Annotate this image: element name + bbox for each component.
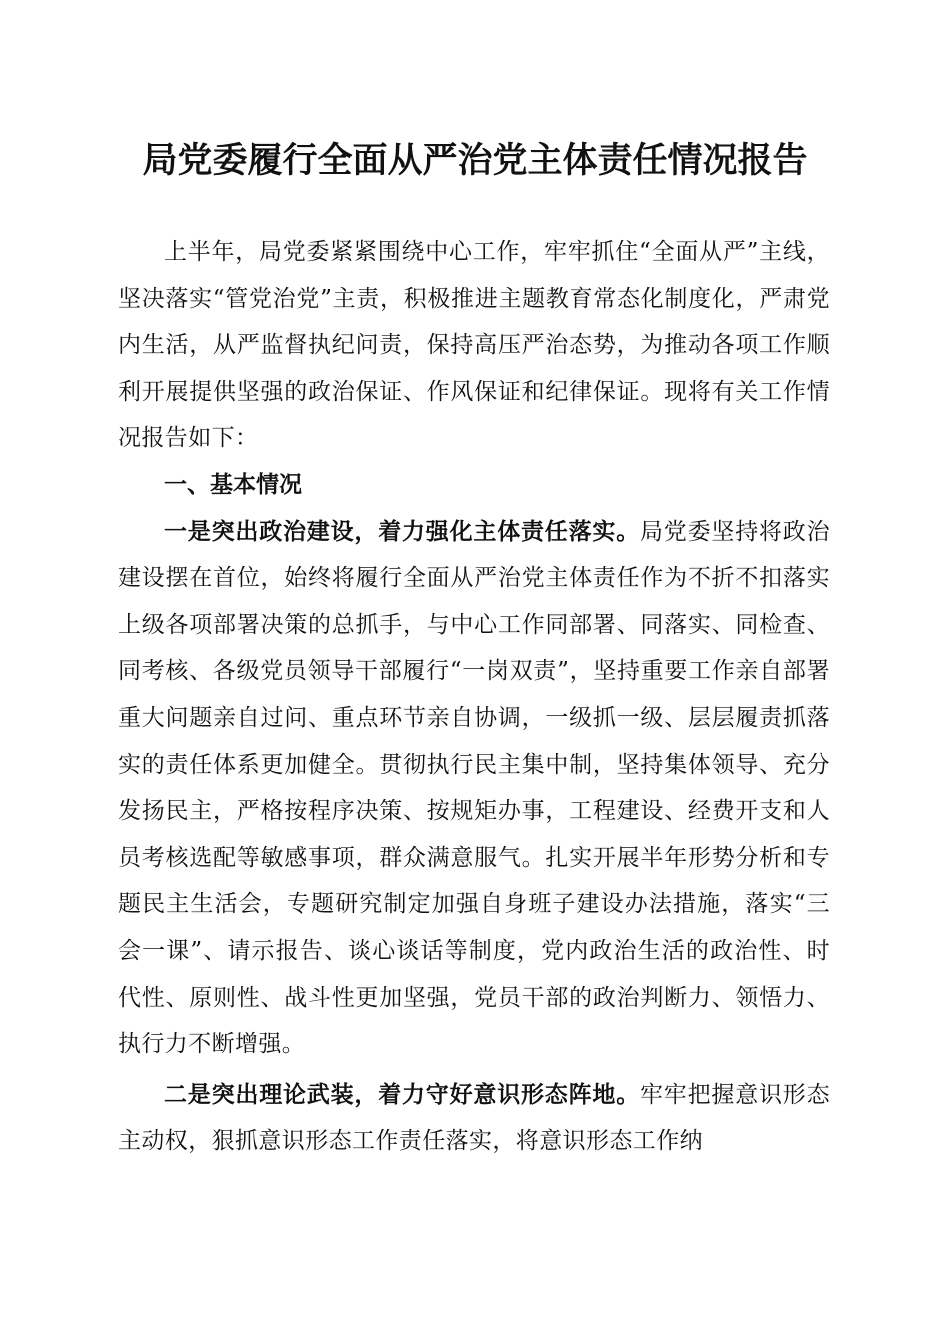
document-body	[118, 229, 830, 1165]
document-title: 局党委履行全面从严治党主体责任情况报告	[142, 140, 808, 181]
item-one-lead: 一是突出政治建设，着力强化主体责任落实。	[164, 517, 640, 545]
item-two-paragraph	[118, 1072, 830, 1165]
item-two-lead: 二是突出理论武装，着力守好意识形态阵地。	[164, 1080, 640, 1108]
item-two-body: 牢牢把握意识形态主动权，狠抓意识形态工作责任落实，将意识形态工作纳	[118, 1081, 830, 1155]
item-one-body: 局党委坚持将政治建设摆在首位，始终将履行全面从严治党主体责任作为不折不扣落实上级各项部署决策的总抓手，与中心工作同部署、同落实、同检查、同考核、各级党员领导干部履行“一岗双责”，坚持重要工作亲自部署重大问题亲自过问、重点环节亲自协调，一级抓一级、层层履责抓落实的责任体系更加健全。贯彻执行民主集中制，坚持集体领导、充分发扬民主，严格按程序决策、按规矩办事，工程建设、经费开支和人员考核选配等敏感事项，群众满意服气。扎实开展半年形势分析和专题民主生活会，专题研究制定加强自身班子建设办法措施，落实“三会一课”、请示报告、谈心谈话等制度，党内政治生活的政治性、时代性、原则性、战斗性更加坚强，党员干部的政治判断力、领悟力、执行力不断增强。	[118, 518, 830, 1058]
intro-paragraph: 上半年，局党委紧紧围绕中心工作，牢牢抓住“全面从严”主线，坚决落实“管党治党”主责，积极推进主题教育常态化制度化，严肃党内生活，从严监督执纪问责，保持高压严治态势，为推动各项工作顺利开展提供坚强的政治保证、作风保证和纪律保证。现将有关工作情况报告如下：	[118, 239, 830, 452]
item-one-paragraph	[118, 509, 830, 1068]
section-heading-basic-situation: 一、基本情况	[164, 471, 302, 498]
